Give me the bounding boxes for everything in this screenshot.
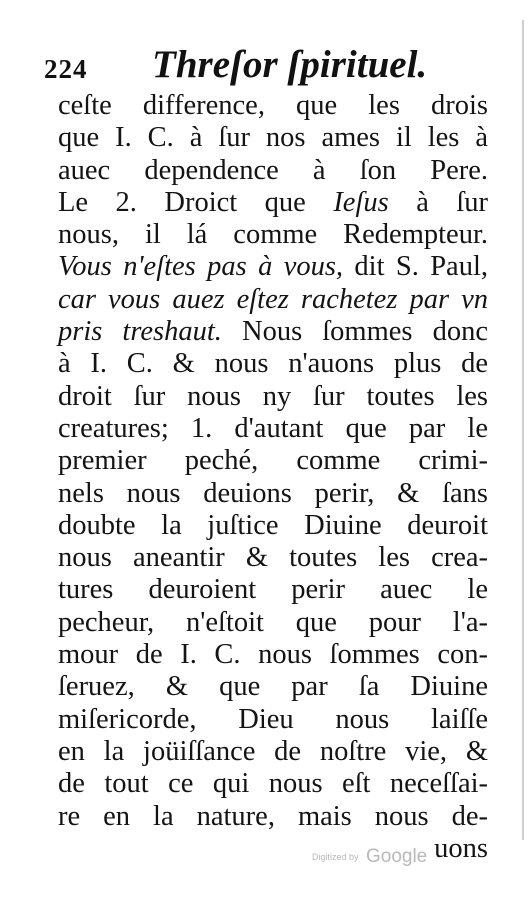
text-segment: que I. C. à ſur nos ames il les à <box>58 122 488 154</box>
text-segment: à ſur <box>388 186 488 218</box>
text-line <box>58 768 488 800</box>
text-segment: tures deuroient perir auec le <box>58 574 488 606</box>
text-line <box>58 510 488 542</box>
text-line <box>58 801 488 833</box>
text-line <box>58 639 488 671</box>
text-segment: Le 2. Droict que <box>58 186 334 218</box>
text-segment: nous aneantir & toutes les crea- <box>58 542 488 574</box>
text-line <box>58 736 488 768</box>
text-segment: ſeruez, & que par ſa Diuine <box>58 671 488 703</box>
text-segment: miſericorde, Dieu nous laiſſe <box>58 703 488 735</box>
text-line <box>58 251 488 283</box>
text-segment: doubte la juſtice Diuine deuroit <box>58 509 488 541</box>
text-segment: droit ſur nous ny ſur toutes les <box>58 380 488 412</box>
text-segment: re en la nature, mais nous de- <box>58 800 488 832</box>
text-segment: à I. C. & nous n'auons plus de <box>58 348 488 380</box>
watermark-brand: Google <box>365 846 428 867</box>
text-segment: ceſte difference, que les drois <box>58 90 488 121</box>
text-segment: premier peché, comme crimi- <box>58 445 488 477</box>
page-number: 224 <box>44 54 88 84</box>
italic-text-segment: Ieſus <box>333 186 389 218</box>
text-segment: auec dependence à ſon Pere. <box>58 154 488 186</box>
text-segment: nous, il lá comme Redempteur. <box>58 219 488 251</box>
text-segment: mour de I. C. nous ſommes con- <box>58 639 488 671</box>
text-segment: dit S. Paul, <box>343 251 488 283</box>
text-segment: nels nous deuions perir, & ſans <box>58 477 488 509</box>
text-line <box>58 671 488 703</box>
page-edge-line <box>522 20 524 840</box>
text-line <box>58 90 488 122</box>
running-title: Threſor ſpirituel. <box>152 43 428 86</box>
text-line <box>58 316 488 348</box>
italic-text-segment: pris treshaut. <box>58 316 222 348</box>
text-line <box>58 478 488 510</box>
watermark-prefix: Digitized by <box>312 852 359 862</box>
text-line <box>58 284 488 316</box>
text-line <box>58 413 488 445</box>
text-line <box>58 607 488 639</box>
text-segment: Nous ſommes donc <box>221 316 488 348</box>
text-line <box>58 219 488 251</box>
text-segment: uons <box>434 832 488 864</box>
italic-text-segment: car vous auez eſtez rachetez par vn <box>58 283 488 315</box>
text-segment: creatures; 1. d'autant que par le <box>58 412 488 444</box>
text-line <box>58 542 488 574</box>
text-line <box>58 704 488 736</box>
text-line <box>58 574 488 606</box>
text-segment: en la joüiſſance de noſtre vie, & <box>58 735 488 767</box>
text-line <box>58 187 488 219</box>
page-header <box>44 42 464 88</box>
text-line <box>58 348 488 380</box>
text-line <box>58 445 488 477</box>
text-line <box>58 122 488 154</box>
text-segment: pecheur, n'eſtoit que pour l'a- <box>58 606 488 638</box>
text-segment: de tout ce qui nous eſt neceſſai- <box>58 768 488 800</box>
body-text <box>58 90 488 865</box>
italic-text-segment: Vous n'eſtes pas à vous, <box>58 251 344 283</box>
text-line <box>58 381 488 413</box>
digitized-by-google-watermark <box>312 846 427 868</box>
text-line <box>58 155 488 187</box>
